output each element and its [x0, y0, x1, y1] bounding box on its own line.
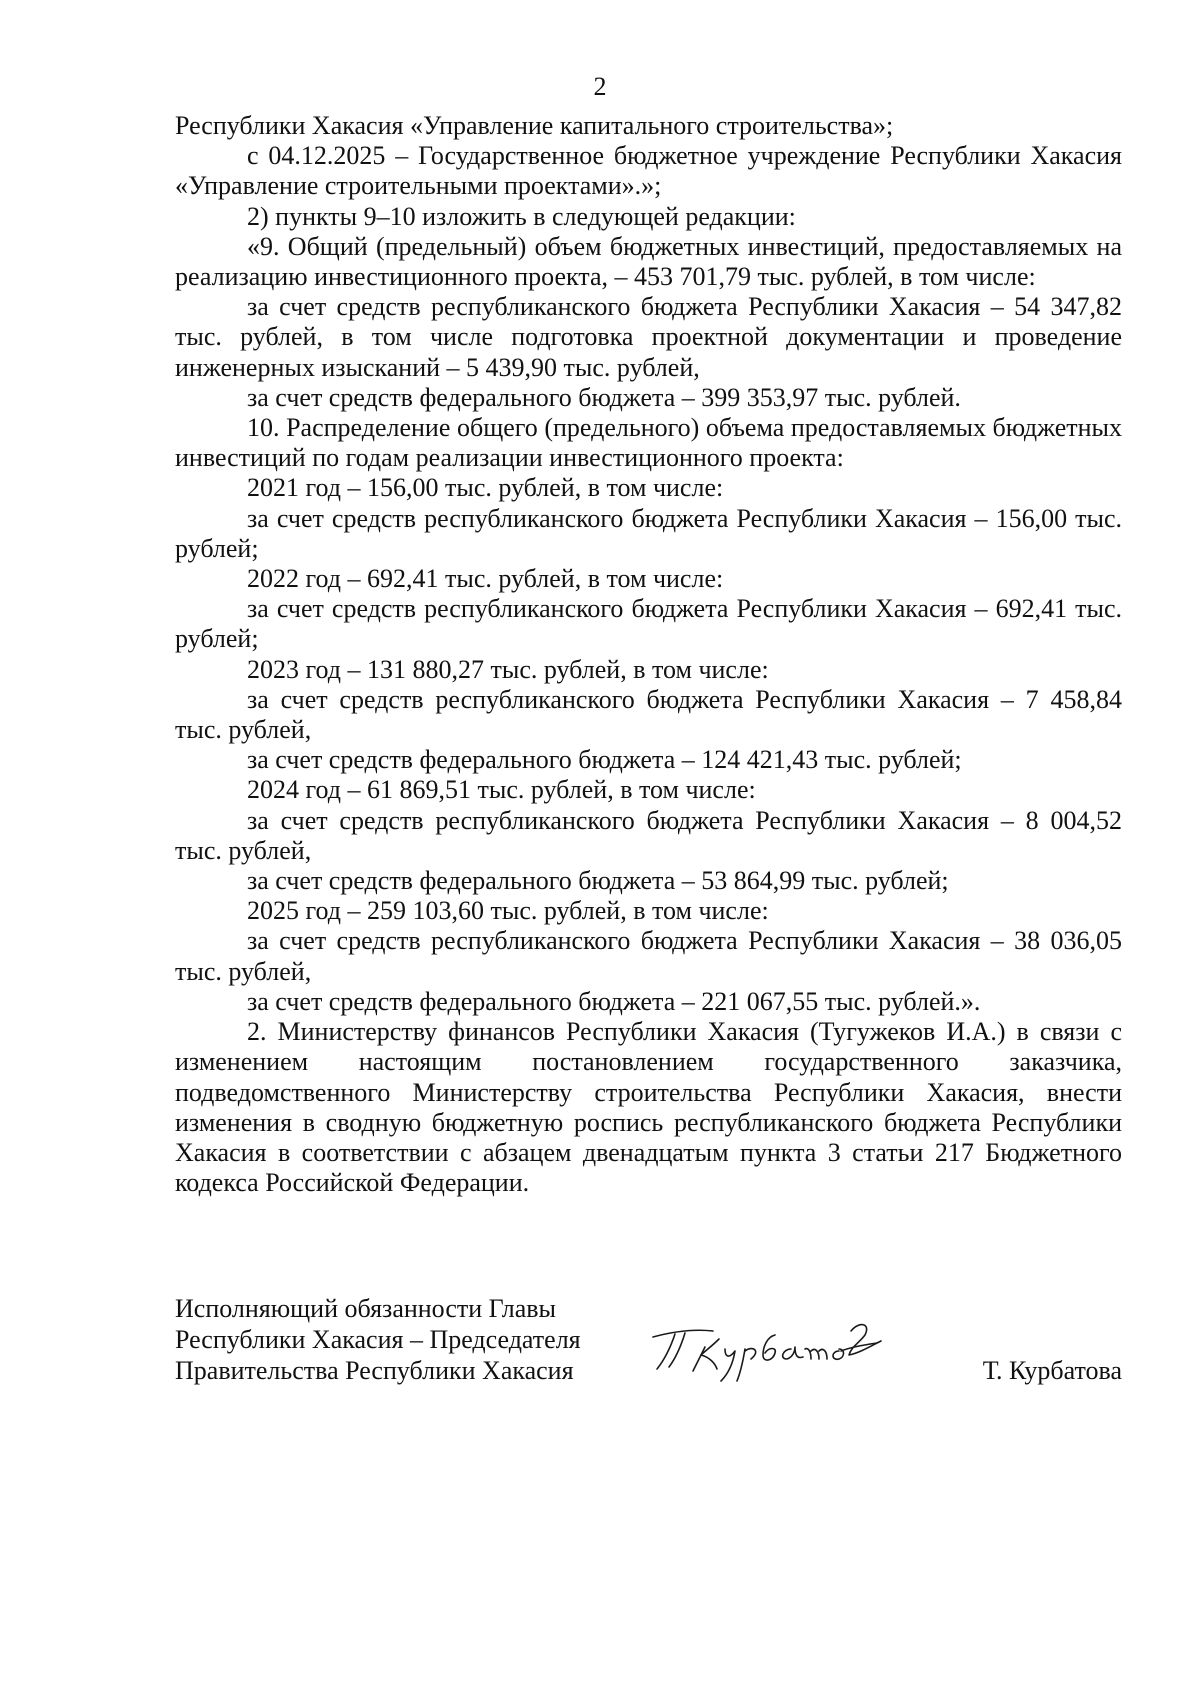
paragraph: «9. Общий (предельный) объем бюджетных инвестиций, предоставляемых на реализацию инвестиционного проекта, – 453 701,79 тыс. рублей, в том числе: — [175, 231, 1122, 292]
paragraph: 2) пункты 9–10 изложить в следующей редакции: — [247, 201, 796, 231]
paragraph: Республики Хакасия «Управление капитального строительства»; — [175, 111, 894, 140]
paragraph: за счет средств республиканского бюджета Республики Хакасия – 692,41 тыс. рублей; — [175, 594, 1122, 654]
handwritten-signature — [645, 1301, 895, 1383]
signer-title-line-1: Исполняющий обязанности Главы — [175, 1294, 556, 1323]
paragraph: за счет средств федерального бюджета – 399 353,97 тыс. рублей. — [247, 382, 961, 412]
paragraph: с 04.12.2025 – Государственное бюджетное учреждение Республики Хакасия «Управление строительными проектами».»; — [175, 141, 1122, 201]
signer-title-line-3: Правительства Республики Хакасия — [175, 1356, 574, 1385]
paragraph: за счет средств республиканского бюджета Республики Хакасия – 156,00 тыс. рублей; — [175, 503, 1122, 563]
page-number: 2 — [593, 72, 607, 101]
paragraph: за счет средств федерального бюджета – 124 421,43 тыс. рублей; — [247, 745, 962, 775]
paragraph: за счет средств республиканского бюджета Республики Хакасия – 38 036,05 тыс. рублей, — [175, 926, 1122, 986]
paragraph: за счет средств республиканского бюджета Республики Хакасия – 8 004,52 тыс. рублей, — [175, 805, 1122, 865]
paragraph: 2. Министерству финансов Республики Хакасия (Тугужеков И.А.) в связи с изменением настоящим постановлением государственного заказчика, подведомственного Министерству строительства Республики Хакасия, внести изменения в сводную бюджетную роспись республиканского бюджета Республики Хакасия в соответствии с абзацем двенадцатым пункта 3 статьи 217 Бюджетного кодекса Российской Федерации. — [175, 1017, 1122, 1198]
paragraph: 2024 год – 61 869,51 тыс. рублей, в том числе: — [247, 775, 756, 805]
paragraph: 10. Распределение общего (предельного) объема предоставляемых бюджетных инвестиций по годам реализации инвестиционного проекта: — [175, 413, 1122, 473]
paragraph: за счет средств республиканского бюджета Республики Хакасия – 54 347,82 тыс. рублей, в том числе подготовка проектной документации и проведение инженерных изысканий – 5 439,90 тыс. рублей, — [175, 292, 1122, 382]
paragraph: 2023 год – 131 880,27 тыс. рублей, в том числе: — [247, 654, 769, 684]
paragraph: 2025 год – 259 103,60 тыс. рублей, в том числе: — [247, 896, 769, 926]
signer-title-line-2: Республики Хакасия – Председателя — [175, 1325, 581, 1354]
paragraph: 2021 год – 156,00 тыс. рублей, в том числе: — [247, 473, 724, 503]
document-body — [175, 111, 1122, 1198]
paragraph: за счет средств республиканского бюджета Республики Хакасия – 7 458,84 тыс. рублей, — [175, 684, 1122, 745]
paragraph: за счет средств федерального бюджета – 53 864,99 тыс. рублей; — [247, 866, 949, 896]
paragraph: 2022 год – 692,41 тыс. рублей, в том числе: — [247, 564, 724, 594]
paragraph: за счет средств федерального бюджета – 221 067,55 тыс. рублей.». — [247, 986, 981, 1016]
signer-name: Т. Курбатова — [982, 1356, 1122, 1385]
signature-block — [175, 1293, 1122, 1403]
